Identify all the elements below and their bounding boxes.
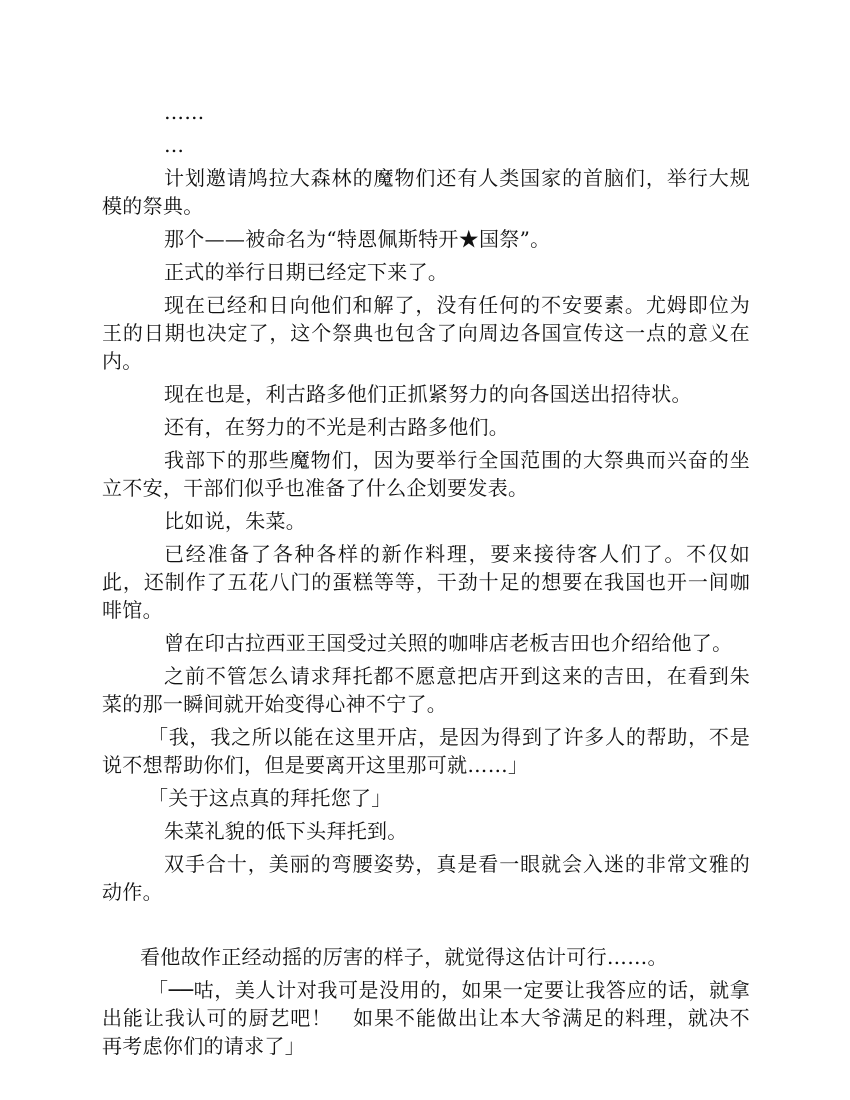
paragraph-7: 现在也是，利古路多他们正抓紧努力的向各国送出招待状。 [164,382,692,406]
dialogue-yoshida-2: 「──咕，美人计对我可是没用的，如果一定要让我答应的话，就拿出能让我认可的厨艺吧！ 如果不能做出让本大爷满足的料理，就决不再考虑你们的请求了」 [102,978,750,1058]
paragraph-9: 我部下的那些魔物们，因为要举行全国范围的大祭典而兴奋的坐立不安，干部们似乎也准备了什么企划要发表。 [102,448,750,500]
paragraph-1: …… [164,100,205,124]
paragraph-3: 计划邀请鸠拉大森林的魔物们还有人类国家的首脑们，举行大规模的祭典。 [102,166,750,218]
paragraph-16: 朱菜礼貌的低下头拜托到。 [164,819,408,843]
dialogue-shuna-1: 「关于这点真的拜托您了」 [148,786,392,810]
paragraph-19: 看他故作正经动摇的厉害的样子，就觉得这估计可行……。 [140,945,668,969]
paragraph-13: 之前不管怎么请求拜托都不愿意把店开到这来的吉田，在看到朱菜的那一瞬间就开始变得心神不宁了。 [102,664,750,716]
paragraph-4: 那个——被命名为“特恩佩斯特开★国祭”。 [164,227,551,251]
document-page [102,98,750,1065]
paragraph-17: 双手合十，美丽的弯腰姿势，真是看一眼就会入迷的非常文雅的动作。 [102,852,750,904]
paragraph-11: 已经准备了各种各样的新作料理，要来接待客人们了。不仅如此，还制作了五花八门的蛋糕等等，干劲十足的想要在我国也开一间咖啡馆。 [102,542,750,622]
paragraph-10: 比如说，朱菜。 [164,509,307,533]
paragraph-8: 还有，在努力的不光是利古路多他们。 [164,415,510,439]
paragraph-6: 现在已经和日向他们和解了，没有任何的不安要素。尤姆即位为王的日期也决定了，这个祭典也包含了向周边各国宣传这一点的意义在内。 [102,293,750,373]
paragraph-2: … [164,133,185,157]
paragraph-12: 曾在印古拉西亚王国受过关照的咖啡店老板吉田也介绍给他了。 [164,631,733,655]
section-gap [102,911,750,943]
dialogue-yoshida-1: 「我，我之所以能在这里开店，是因为得到了许多人的帮助，不是说不想帮助你们，但是要离开这里那可就……」 [102,725,750,777]
paragraph-5: 正式的举行日期已经定下来了。 [164,260,449,284]
